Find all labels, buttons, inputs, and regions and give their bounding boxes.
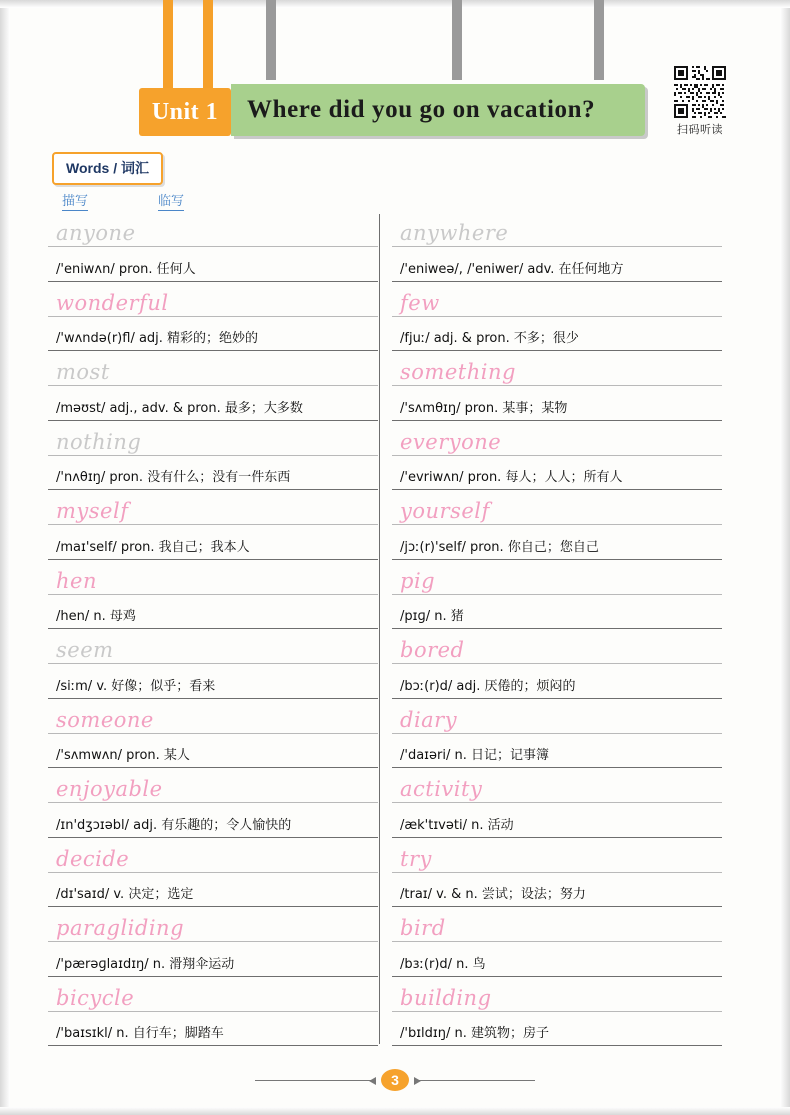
page-edge-bottom (0, 1107, 790, 1115)
word-entry (48, 282, 378, 352)
ribbon-gray-2 (452, 0, 462, 80)
word-entry (392, 838, 722, 908)
page-number-badge: 3 (381, 1069, 409, 1091)
word-text: bored (400, 638, 465, 662)
word-tracing-line[interactable] (392, 768, 722, 803)
page-edge-left (0, 0, 10, 1115)
word-entry (392, 560, 722, 630)
word-column-left (48, 212, 378, 1046)
word-entry (392, 977, 722, 1047)
column-divider (379, 214, 380, 1044)
word-tracing-line[interactable] (392, 282, 722, 317)
word-entry (392, 907, 722, 977)
meaning-line (48, 942, 378, 977)
word-text: hen (56, 568, 97, 593)
word-text: everyone (400, 429, 502, 454)
word-text: pig (400, 568, 436, 593)
word-meaning: /jɔː(r)'self/ pron. 你自己；您自己 (400, 539, 599, 555)
word-text: anywhere (400, 221, 509, 245)
word-text: activity (400, 777, 483, 801)
word-text: seem (56, 638, 114, 662)
word-meaning: /'pærəɡlaɪdɪŋ/ n. 滑翔伞运动 (56, 956, 235, 972)
ribbon-orange-2 (203, 0, 213, 88)
unit-label: Unit 1 (151, 98, 219, 125)
word-tracing-line[interactable] (48, 351, 378, 386)
word-entry (48, 699, 378, 769)
word-meaning: /'nʌθɪŋ/ pron. 没有什么；没有一件东西 (56, 470, 291, 485)
word-meaning: /məʊst/ adj., adv. & pron. 最多；大多数 (56, 400, 303, 416)
word-text: nothing (56, 429, 142, 454)
word-meaning: /siːm/ v. 好像；似乎；看来 (56, 678, 216, 694)
word-tracing-line[interactable] (48, 282, 378, 317)
word-entry (48, 490, 378, 560)
word-tracing-line[interactable] (48, 490, 378, 525)
word-text: someone (56, 707, 154, 732)
word-meaning: /fjuː/ adj. & pron. 不多；很少 (400, 331, 579, 346)
word-entry (48, 212, 378, 282)
word-text: bicycle (56, 985, 135, 1010)
word-meaning: /'baɪsɪkl/ n. 自行车；脚踏车 (56, 1026, 224, 1041)
word-tracing-line[interactable] (392, 560, 722, 595)
word-meaning: /bɔː(r)d/ adj. 厌倦的；烦闷的 (400, 678, 576, 694)
word-entry (48, 838, 378, 908)
meaning-line (48, 873, 378, 908)
word-meaning: /'sʌmwʌn/ pron. 某人 (56, 748, 190, 763)
word-meaning: /traɪ/ v. & n. 尝试；设法；努力 (400, 887, 586, 902)
ribbon-gray-1 (266, 0, 276, 80)
meaning-line (48, 664, 378, 699)
word-entry (392, 282, 722, 352)
word-meaning: /ɪn'dʒɔɪəbl/ adj. 有乐趣的；令人愉快的 (56, 817, 292, 833)
meaning-line (392, 873, 722, 908)
word-entry (48, 560, 378, 630)
word-text: anyone (56, 221, 136, 245)
meaning-line (48, 525, 378, 560)
word-entry (48, 421, 378, 491)
word-meaning: /'daɪəri/ n. 日记；记事簿 (400, 748, 549, 763)
word-entry (48, 351, 378, 421)
meaning-line (392, 595, 722, 630)
word-text: few (400, 290, 440, 315)
word-entry (392, 351, 722, 421)
qr-code-icon[interactable] (674, 66, 726, 118)
word-tracing-line[interactable] (48, 699, 378, 734)
meaning-line (392, 942, 722, 977)
word-meaning: /'bɪldɪŋ/ n. 建筑物；房子 (400, 1026, 549, 1041)
meaning-line (48, 386, 378, 421)
word-tracing-line[interactable] (48, 768, 378, 803)
meaning-line (48, 317, 378, 352)
page-title: Where did you go on vacation? (247, 96, 596, 123)
ribbon-gray-3 (594, 0, 604, 80)
word-meaning: /'sʌmθɪŋ/ pron. 某事；某物 (400, 400, 568, 416)
meaning-line (48, 247, 378, 282)
word-tracing-line[interactable] (48, 977, 378, 1012)
word-text: paragliding (56, 916, 185, 940)
footer-arrow-left-icon (369, 1077, 376, 1085)
word-tracing-line[interactable] (392, 212, 722, 247)
word-tracing-line[interactable] (392, 699, 722, 734)
meaning-line (48, 456, 378, 491)
word-tracing-line[interactable] (48, 560, 378, 595)
word-text: yourself (400, 499, 490, 523)
word-meaning: /'eniwʌn/ pron. 任何人 (56, 261, 196, 277)
word-entry (392, 768, 722, 838)
footer-rule-right (417, 1080, 535, 1081)
qr-code-block (672, 66, 728, 137)
word-meaning: /pɪɡ/ n. 猪 (400, 609, 464, 624)
meaning-line (48, 734, 378, 769)
meaning-line (392, 317, 722, 352)
footer-rule-left (255, 1080, 373, 1081)
word-entry (48, 629, 378, 699)
word-tracing-line[interactable] (392, 351, 722, 386)
word-column-right (392, 212, 722, 1046)
word-tracing-line[interactable] (48, 838, 378, 873)
word-meaning: /æk'tɪvəti/ n. 活动 (400, 817, 514, 833)
word-text: try (400, 846, 432, 871)
word-text: wonderful (56, 290, 169, 315)
word-meaning: /bɜː(r)d/ n. 鸟 (400, 956, 486, 972)
trace-hint-describe: 描写 (62, 190, 88, 211)
word-text: building (400, 985, 492, 1010)
meaning-line (392, 1012, 722, 1047)
word-tracing-line[interactable] (48, 421, 378, 456)
word-meaning: /dɪ'saɪd/ v. 决定；选定 (56, 887, 194, 902)
word-entry (392, 629, 722, 699)
meaning-line (392, 247, 722, 282)
word-text: enjoyable (56, 777, 163, 801)
meaning-line (392, 386, 722, 421)
word-entry (392, 490, 722, 560)
meaning-line (392, 456, 722, 491)
qr-caption: 扫码听读 (677, 123, 723, 136)
meaning-line (48, 595, 378, 630)
word-entry (392, 699, 722, 769)
word-tracing-line[interactable] (392, 838, 722, 873)
word-tracing-line[interactable] (48, 907, 378, 942)
word-text: diary (400, 707, 458, 732)
word-text: decide (56, 846, 130, 871)
word-text: myself (56, 499, 129, 523)
word-tracing-line[interactable] (392, 977, 722, 1012)
meaning-line (392, 734, 722, 769)
word-meaning: /'wʌndə(r)fl/ adj. 精彩的；绝妙的 (56, 331, 259, 346)
meaning-line (48, 803, 378, 838)
meaning-line (48, 1012, 378, 1047)
word-tracing-line[interactable] (392, 421, 722, 456)
word-meaning: /'evriwʌn/ pron. 每人；人人；所有人 (400, 470, 623, 485)
word-meaning: /'eniweə/, /'eniwer/ adv. 在任何地方 (400, 261, 624, 277)
word-tracing-line[interactable] (392, 629, 722, 664)
word-tracing-line[interactable] (392, 907, 722, 942)
word-entry (48, 977, 378, 1047)
word-meaning: /hen/ n. 母鸡 (56, 609, 136, 624)
meaning-line (392, 525, 722, 560)
trace-hint-copy: 临写 (158, 190, 184, 211)
meaning-line (392, 803, 722, 838)
word-entry (48, 907, 378, 977)
word-text: most (56, 360, 110, 384)
unit-title-banner (231, 84, 645, 136)
word-text: bird (400, 916, 446, 940)
word-tracing-line[interactable] (48, 212, 378, 247)
word-entry (392, 421, 722, 491)
word-meaning: /maɪ'self/ pron. 我自己；我本人 (56, 539, 250, 555)
page-edge-right (780, 0, 790, 1115)
word-tracing-line[interactable] (392, 490, 722, 525)
unit-badge (139, 88, 231, 136)
meaning-line (392, 664, 722, 699)
word-text: something (400, 360, 516, 384)
word-entry (392, 212, 722, 282)
writing-rule (48, 1045, 378, 1046)
footer-arrow-right-icon (414, 1077, 421, 1085)
section-label-words: Words / 词汇 (52, 152, 163, 185)
ribbon-orange-1 (163, 0, 173, 88)
writing-rule (392, 1045, 722, 1046)
page-edge-top (0, 0, 790, 8)
word-tracing-line[interactable] (48, 629, 378, 664)
word-entry (48, 768, 378, 838)
